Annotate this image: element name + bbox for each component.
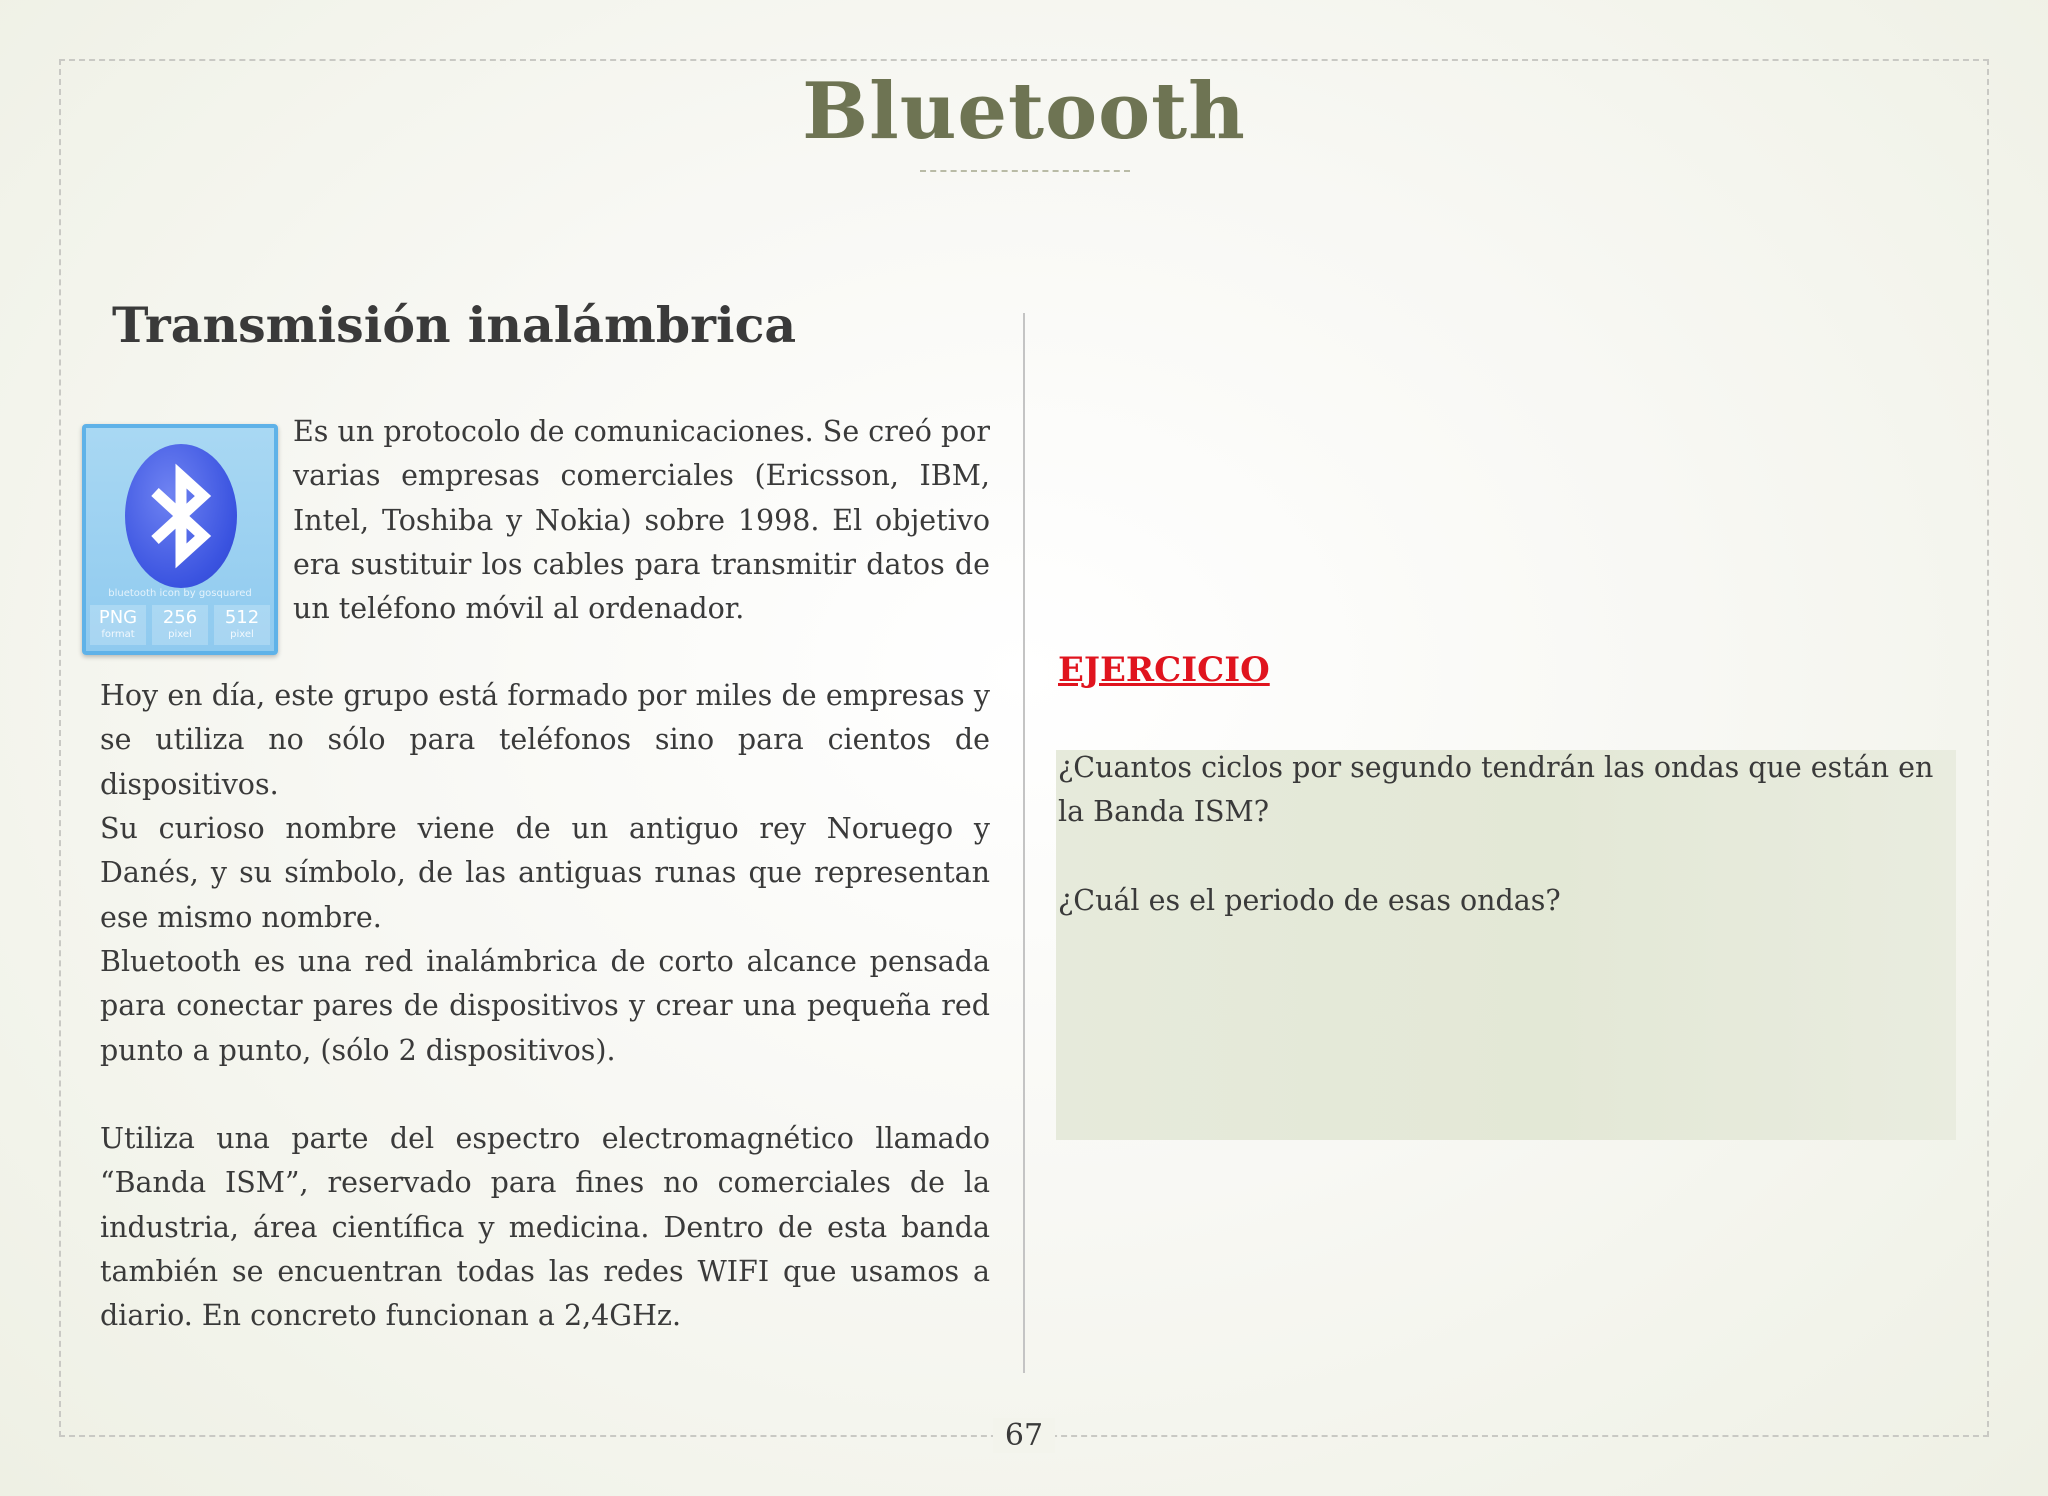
icon-caption: bluetooth icon by gosquared [108, 588, 252, 599]
bluetooth-logo-oval [125, 444, 237, 588]
icon-tags [90, 605, 270, 645]
exercise-questions [1058, 746, 1948, 923]
bluetooth-rune-icon [125, 444, 237, 588]
paragraph-network: Bluetooth es una red inalámbrica de corto alcance pensada para conectar pares de dispositivos y crear una pequeña red punto a punto, (sólo 2 dispositivos). [100, 945, 990, 1067]
paragraph-ism-band: Utiliza una parte del espectro electromagnético llamado “Banda ISM”, reservado para fines no comerciales de la industria, área científica y medicina. Dentro de esta banda también se encuentran todas las redes WIFI que usamos a diario. En concreto funcionan a 2,4GHz. [100, 1122, 990, 1333]
bluetooth-icon [82, 424, 278, 655]
page-title: Bluetooth [802, 66, 1246, 157]
icon-tag-size-512: 512 pixel [214, 605, 270, 645]
paragraph-intro: Es un protocolo de comunicaciones. Se creó por varias empresas comerciales (Ericsson, IBM, Intel, Toshiba y Nokia) sobre 1998. El objetivo era sustituir los cables para transmitir datos de un teléfono móvil al ordenador. [293, 415, 990, 626]
icon-tag-format: PNG format [90, 605, 146, 645]
exercise-question-1: ¿Cuantos ciclos por segundo tendrán las ondas que están en la Banda ISM? [1058, 751, 1934, 829]
icon-tag-size-256: 256 pixel [152, 605, 208, 645]
title-divider [920, 170, 1130, 172]
exercise-question-2: ¿Cuál es el periodo de esas ondas? [1058, 883, 1561, 917]
page-number-text: 67 [993, 1418, 1055, 1453]
paragraph-today: Hoy en día, este grupo está formado por miles de empresas y se utiliza no sólo para teléfonos sino para cientos de dispositivos. [100, 679, 990, 801]
paragraph-name-origin: Su curioso nombre viene de un antiguo rey Noruego y Danés, y su símbolo, de las antiguas runas que representan ese mismo nombre. [100, 812, 990, 934]
page-number [0, 1418, 2048, 1453]
column-divider [1023, 313, 1025, 1373]
section-heading: Transmisión inalámbrica [112, 296, 797, 354]
exercise-title: EJERCICIO [1058, 650, 1270, 690]
